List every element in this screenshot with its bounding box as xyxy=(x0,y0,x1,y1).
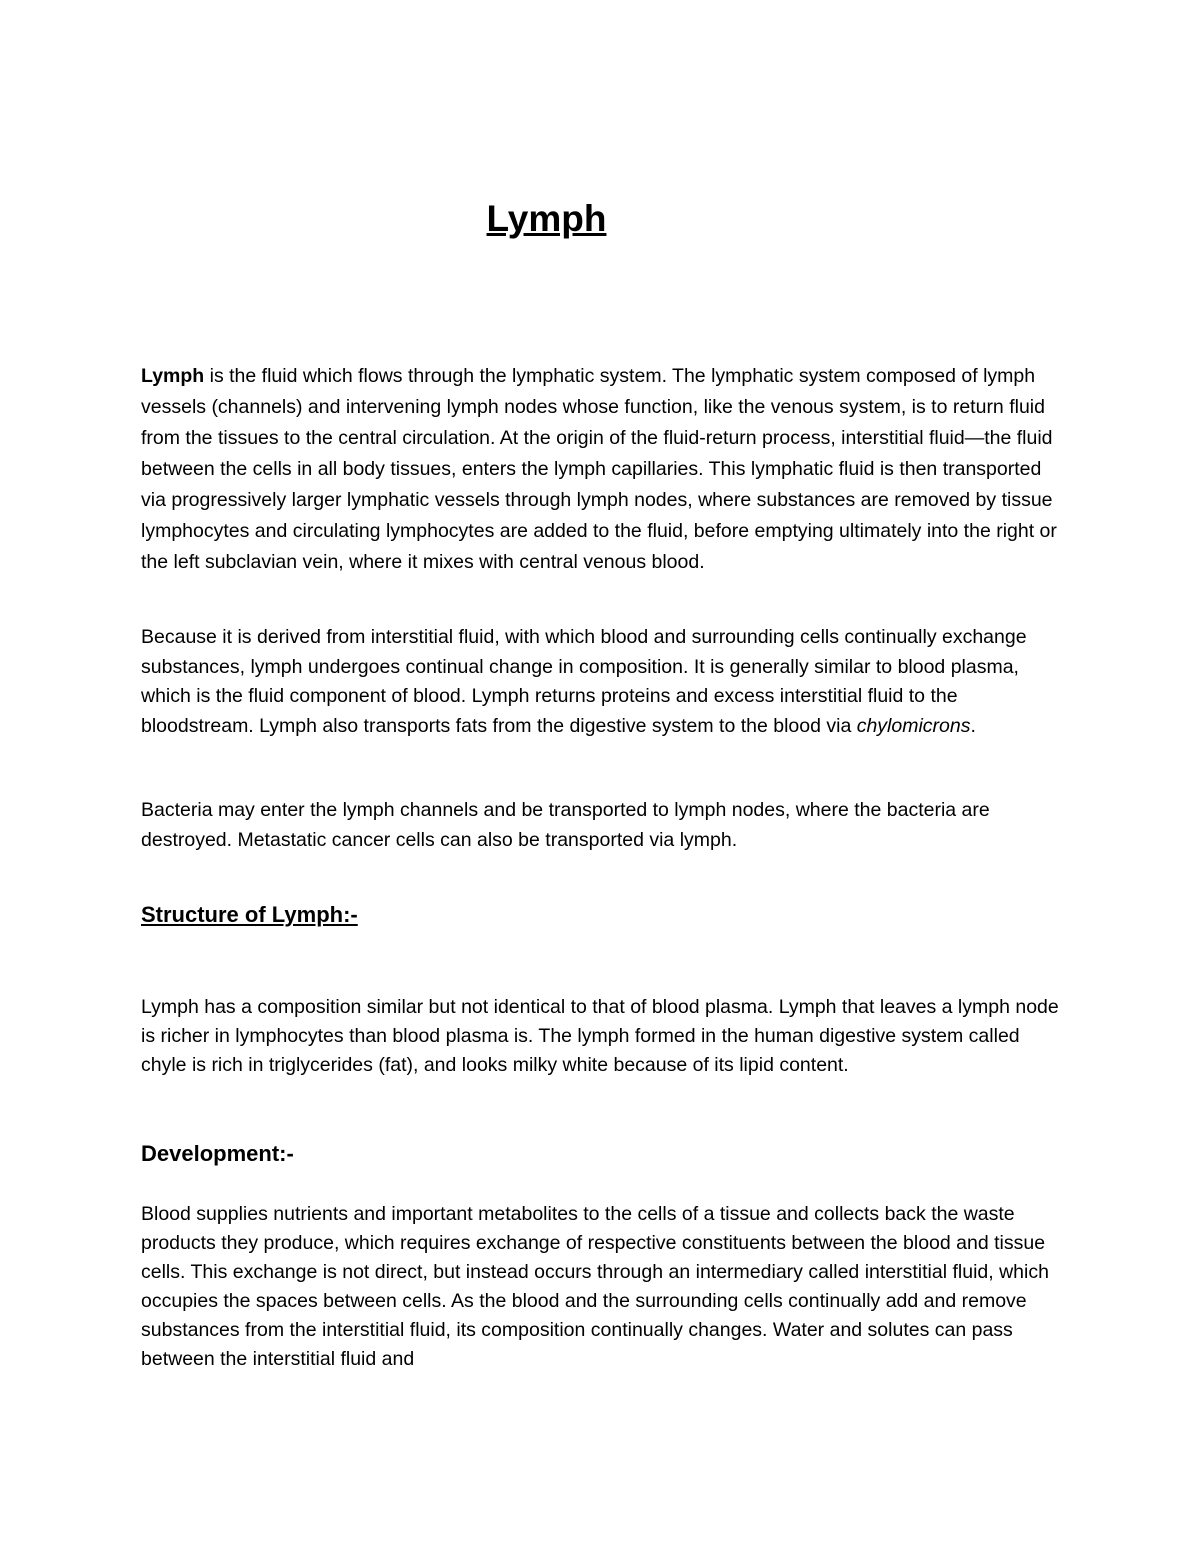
intro-lead-term: Lymph xyxy=(141,365,205,387)
composition-text: Because it is derived from interstitial fluid, with which blood and surrounding cells continually exchange substances, lymph undergoes continual change in composition. It is generally similar to blood plasma, which is the fluid component of blood. Lymph returns proteins and excess interstitial fluid to the bloodstream. Lymph also transports fats from the digestive system to the blood via xyxy=(141,626,1027,737)
bacteria-paragraph: Bacteria may enter the lymph channels and be transported to lymph nodes, where the bacteria are destroyed. Metastatic cancer cells can also be transported via lymph. xyxy=(141,799,990,851)
composition-paragraph xyxy=(141,623,1066,741)
intro-paragraph xyxy=(141,361,1066,578)
chylomicrons-term: chylomicrons xyxy=(856,714,971,737)
development-heading-suffix: :- xyxy=(279,1141,294,1166)
document-title: Lymph xyxy=(486,198,607,239)
development-heading-label: Development xyxy=(141,1141,280,1166)
composition-end: . xyxy=(970,714,976,737)
development-paragraph: Blood supplies nutrients and important metabolites to the cells of a tissue and collects back the waste products they produce, which requires exchange of respective constituents between the blood and tissue cells. This exchange is not direct, but instead occurs through an intermediary called interstitial fluid, which occupies the spaces between cells. As the blood and the surrounding cells continually add and remove substances from the interstitial fluid, its composition continually changes. Water and solutes can pass between the interstitial fluid and xyxy=(141,1203,1049,1370)
structure-heading: Structure of Lymph:- xyxy=(141,902,358,927)
structure-paragraph: Lymph has a composition similar but not identical to that of blood plasma. Lymph that leaves a lymph node is richer in lymphocytes than blood plasma is. The lymph formed in the human digestive system called chyle is rich in triglycerides (fat), and looks milky white because of its lipid content. xyxy=(141,996,1059,1076)
intro-text: is the fluid which flows through the lymphatic system. The lymphatic system composed of lymph vessels (channels) and intervening lymph nodes whose function, like the venous system, is to return fluid from the tissues to the central circulation. At the origin of the fluid-return process, interstitial fluid—the fluid between the cells in all body tissues, enters the lymph capillaries. This lymphatic fluid is then transported via progressively larger lymphatic vessels through lymph nodes, where substances are removed by tissue lymphocytes and circulating lymphocytes are added to the fluid, before emptying ultimately into the right or the left subclavian vein, where it mixes with central venous blood. xyxy=(141,365,1057,573)
development-heading xyxy=(141,1139,294,1169)
